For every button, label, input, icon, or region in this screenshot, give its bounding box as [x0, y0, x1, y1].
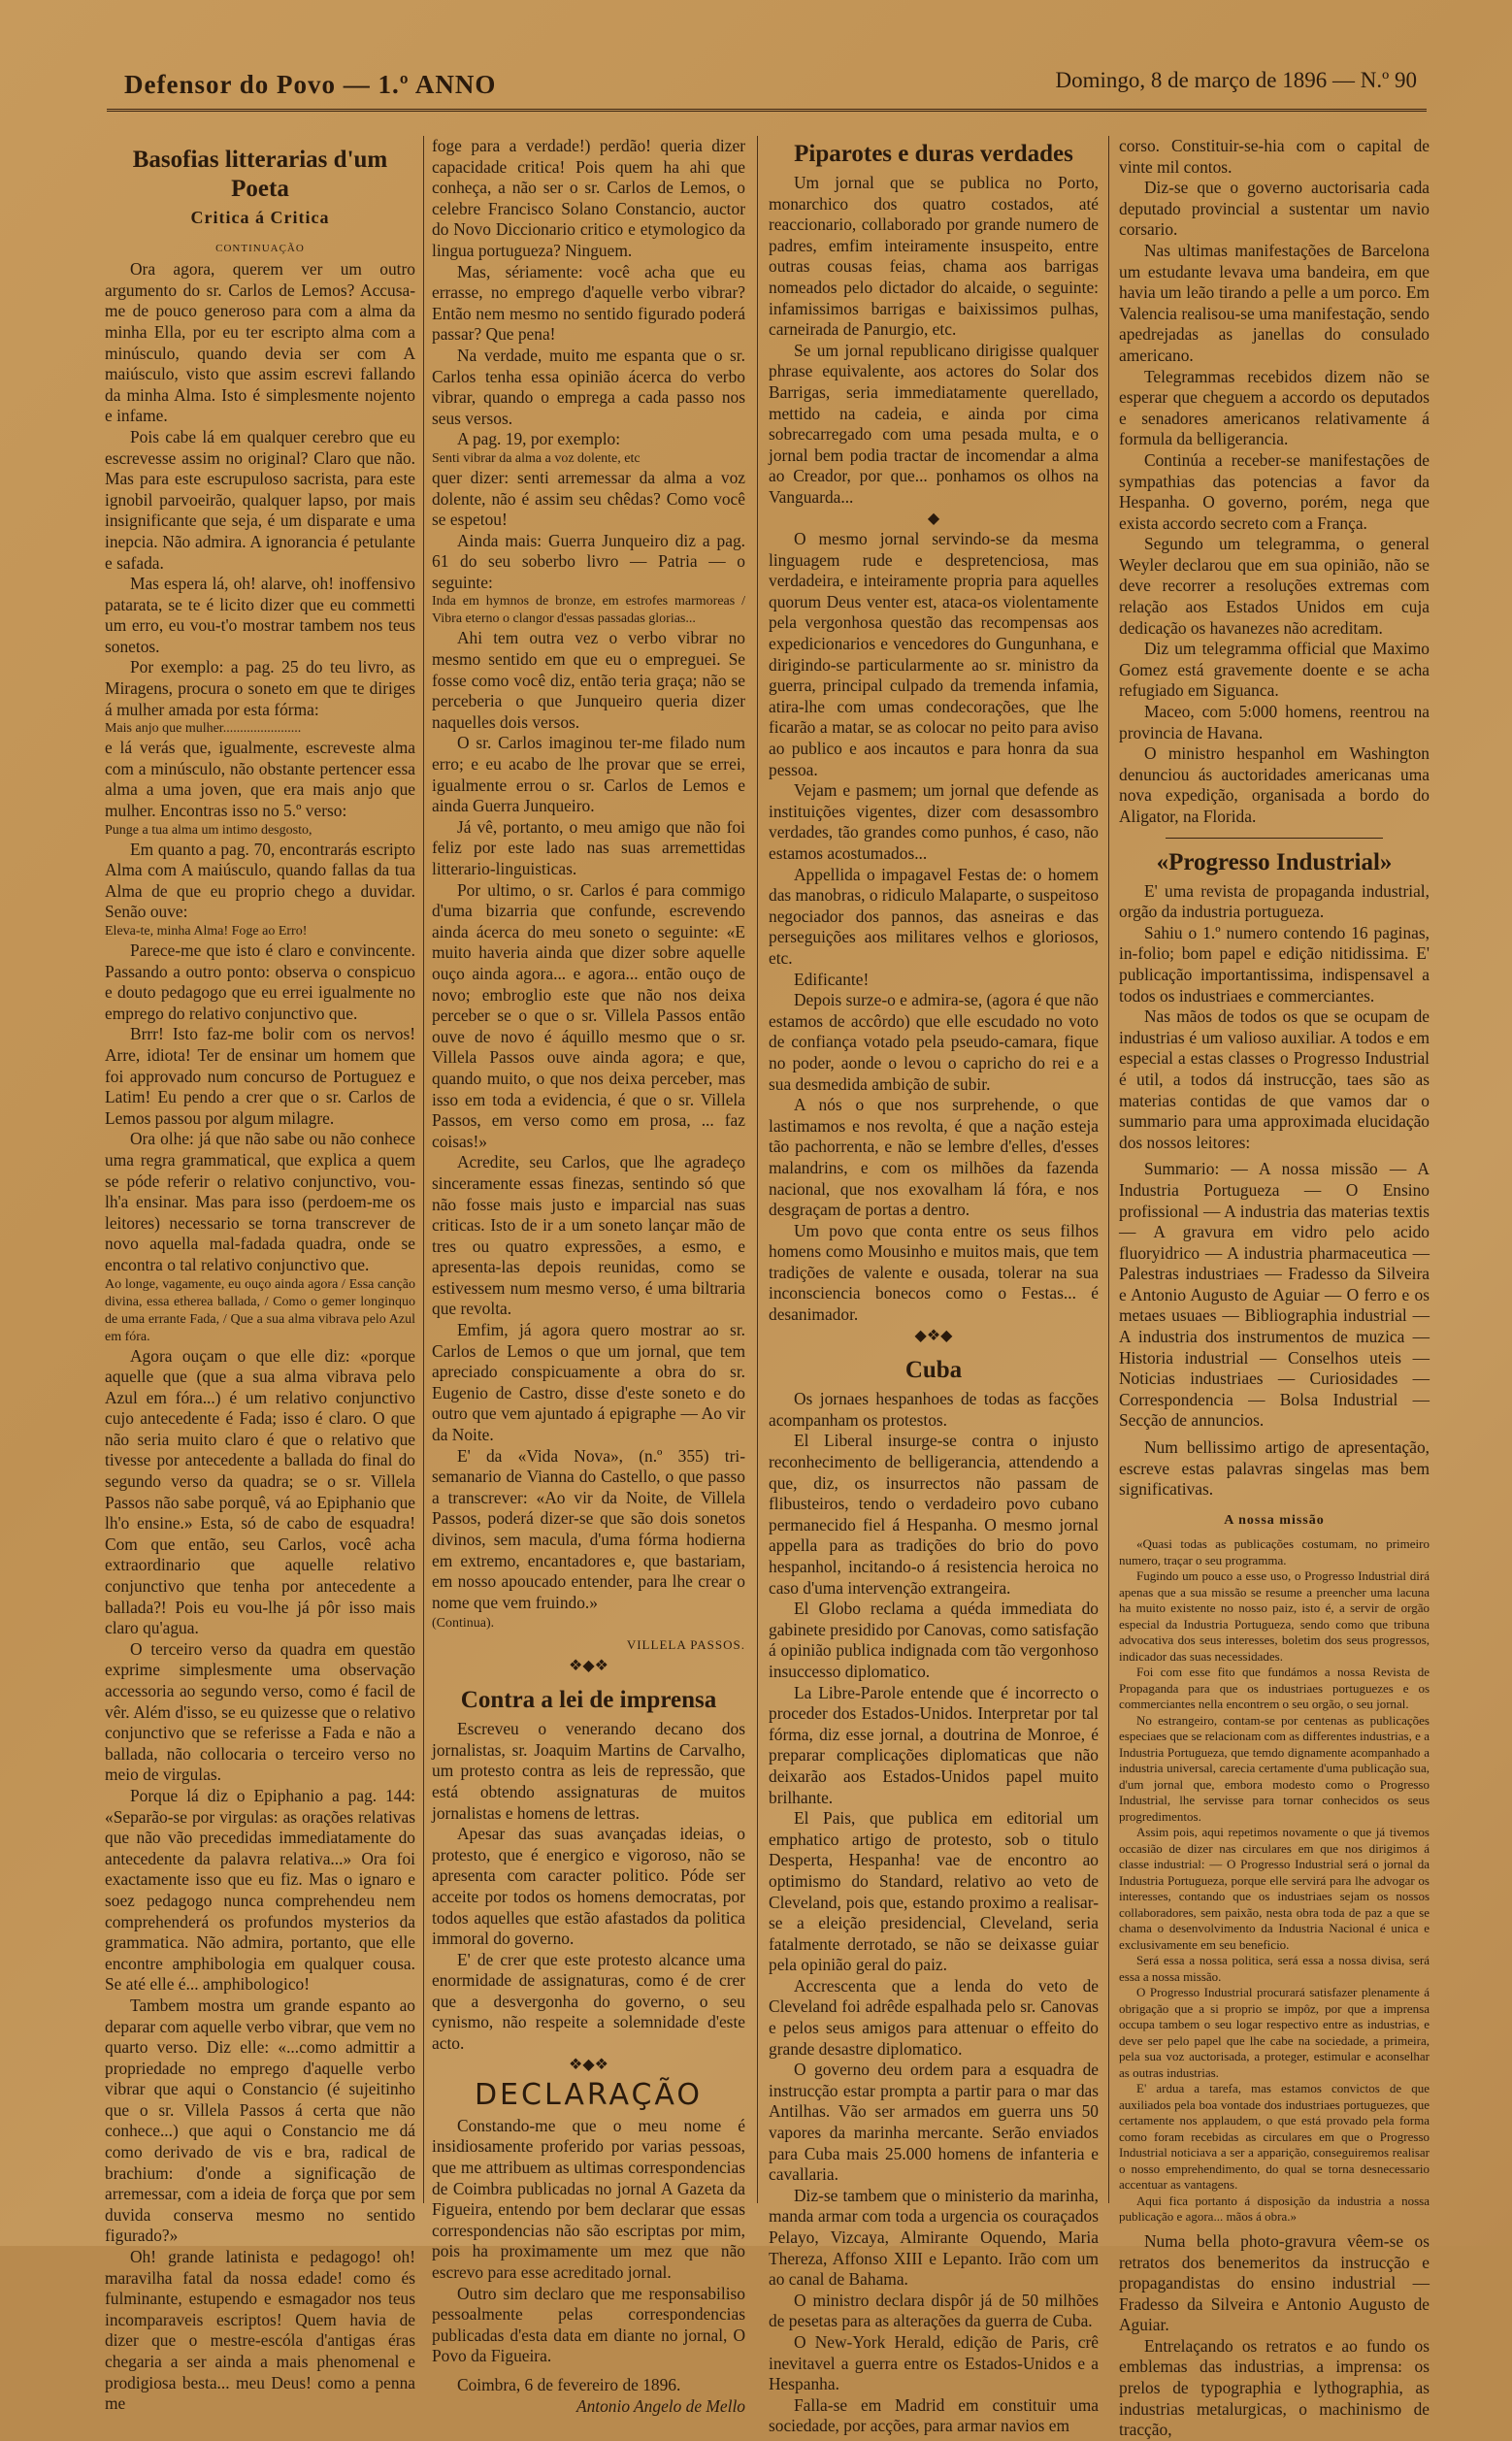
paragraph: Ahi tem outra vez o verbo vibrar no mesmo sentido em que eu o empreguei. Se fosse como você diz, então teria graça; não se perceberia o que Junqueiro queria dizer naquelles dois versos. — [432, 628, 745, 732]
paragraph: Na verdade, muito me espanta que o sr. Carlos tenha essa opinião ácerca do verbo vibrar, quando o emprega a cada passo nos seus versos. — [432, 345, 745, 428]
paragraph: Segundo um telegramma, o general Weyler declarou que em sua opinião, não se deve recorrer a resoluções extremas com relação aos Estados Unidos em cuja dedicação os havanezes não acreditam. — [1119, 534, 1430, 638]
paragraph: Diz-se tambem que o ministerio da marinha, manda armar com toda a urgencia os couraçados Pelayo, Vizcaya, Almirante Oquendo, Maria Thereza, Affonso XIII e Lepanto. Irão com um ao canal de Bahama. — [769, 2185, 1099, 2290]
verse-quote: Inda em hymnos de bronze, em estrofes marmoreas / Vibra eterno o clangor d'essas passadas glorias... — [432, 594, 745, 627]
paragraph: E' de crer que este protesto alcance uma enormidade de assignaturas, como é de crer que a desvergonha do governo, o seu cynismo, não respeite a solemnidade d'este acto. — [432, 1949, 745, 2054]
paragraph: Sahiu o 1.º numero contendo 16 paginas, in-folio; bom papel e edição nitidissima. E' publicação importantissima, indispensavel a todos os industriaes e commerciantes. — [1119, 922, 1430, 1006]
paragraph: El Pais, que publica em editorial um emphatico artigo de protesto, sob o titulo Desperta, Hespanha! vae de encontro ao optimismo do Standard, relativo ao veto de Cleveland, pois que, estando proximo a realisar-se a eleição presidencial, Cleveland, seria fatalmente derrotado, se não se deixasse guiar pela opinião geral do paiz. — [769, 1808, 1099, 1975]
paragraph: Mas, sériamente: você acha que eu errasse, no emprego d'aquelle verbo vibrar? Então nem mesmo no sentido figurado poderá passar? Que pena! — [432, 261, 745, 345]
paragraph: Continúa a receber-se manifestações de sympathias das potencias a favor da Hespanha. O governo, porém, nega que exista accordo secreto com a França. — [1119, 449, 1430, 533]
ornament-divider: ◆❖◆ — [914, 1327, 953, 1344]
paragraph: Ora agora, querem ver um outro argumento do sr. Carlos de Lemos? Accusa-me de pouco generoso para com a alma da minha Ella, por eu ter escripto alma com a minúsculo, quando devia ser com A maiúsculo, visto que assim escrevi fallando da minha Alma. Isto é simplesmente nojento e infame. — [105, 259, 415, 426]
paragraph: Se um jornal republicano dirigisse qualquer phrase equivalente, aos actores do Solar dos Barrigas, seria immediatamente querellado, mettido na cadeia, e ainda por cima sobrecarregado com uma pesada multa, e o jornal bem podia tractar de incomendar a alma ao Creador, por que... ponhamos os olhos na Vanguarda... — [769, 340, 1099, 507]
paragraph: Entrelaçando os retratos e ao fundo os emblemas das industrias, a imprensa: os prelos de typographia e lythographia, as industrias metalurgicas, o machinismo de tracção, — [1119, 2335, 1430, 2440]
paragraph: Outro sim declaro que me responsabiliso pessoalmente pelas correspondencias publicadas d'esta data em diante no jornal, O Povo da Figueira. — [432, 2283, 745, 2366]
paragraph: O mesmo jornal servindo-se da mesma linguagem rude e despretenciosa, mas verdadeira, e inteiramente propria para aquelles quorum Deus venter est, ataca-os violentamente pela vergonhosa questão das recompensas aos expedicionarios e vencedores do Gungunhana, e dirigindo-se particularmente ao sr. ministro da guerra, principal culpado da tremenda infamia, atira-lhe com umas condecorações, que lhe ficarão a matar, se as colocar no peito para aviso ao publico e aos incautos e para honra da sua pessoa. — [769, 529, 1099, 779]
column-rule — [1108, 136, 1109, 2203]
paragraph: A nós o que nos surprehende, o que lastimamos e nos revolta, é que a nação esteja tão pachorrenta, e não se lembre d'elles, d'esses malandrins, e com os milhões da fazenda nacional, que nos exovalham lá fóra, e nos desgraçam de portas a dentro. — [769, 1095, 1099, 1220]
article-heading: Cuba — [904, 1357, 963, 1384]
paragraph: Agora ouçam o que elle diz: «porque aquelle que (que a sua alma vibrava pelo Azul em fóra...) é um relativo conjunctivo cujo antecedente é Fada; isso é claro. O que não seria muito claro é que o relativo que tivesse por antecedente a ballada do final do segundo verso da quadra; se o sr. Villela Passos não sabe porquê, vá ao Epiphanio que lh'o ensine.» Esta, só de cabo de esquadra! Com que então, seu Carlos, você acha extraordinario que aquelle relativo conjunctivo que tenha por antecedente a ballada?! Pois eu vou-lhe já pôr isso mais claro qu'agua. — [105, 1345, 415, 1638]
paragraph: O governo deu ordem para a esquadra de instrucção estar prompta a partir para o mar das Antilhas. Vão ser armados em guerra uns 50 vapores da marinha mercante. Serão enviados para Cuba mais 25.000 homens de infanteria e cavallaria. — [769, 2060, 1099, 2185]
signer: Antonio Angelo de Mello — [575, 2395, 745, 2416]
paragraph: O sr. Carlos imaginou ter-me filado num erro; e eu acabo de lhe provar que se errei, igualmente errou o sr. Carlos de Lemos e ainda Guerra Junqueiro. — [432, 733, 745, 816]
ornament-divider: ❖◆❖ — [569, 2056, 608, 2073]
paragraph: O ministro hespanhol em Washington denunciou ás auctoridades americanas uma nova expedição, organisada a bordo do Aligator, na Florida. — [1119, 743, 1430, 826]
paragraph: Ainda mais: Guerra Junqueiro diz a pag. 61 do seu soberbo livro — Patria — o seguinte: — [432, 530, 745, 592]
paragraph: La Libre-Parole entende que é incorrecto o proceder dos Estados-Unidos. Interpretar por tal fórma, diz esse jornal, a doutrina de Monroe, é preparar complicações diplomaticas que não deixarão aos Estados-Unidos papel muito brilhante. — [769, 1682, 1099, 1807]
ornament-divider: ◆ — [927, 510, 940, 527]
continued-note: (Continua). — [432, 1616, 495, 1632]
paragraph: O New-York Herald, edição de Paris, crê inevitavel a guerra entre os Estados-Unidos e a Hespanha. — [769, 2331, 1099, 2394]
paragraph: El Liberal insurge-se contra o injusto reconhecimento de belligerancia, attendendo a que, diz, os insurrectos não passam de flibusteiros, tendo o verdadeiro povo cubano permanecido fiel á Hespanha. O mesmo jornal appella para as tradições do brio do povo hespanhol, incitando-o á resistencia heroica no caso d'uma intervenção extrangeira. — [769, 1431, 1099, 1598]
verse-quote: Mais anjo que mulher....................... — [105, 721, 302, 737]
paragraph: Apesar das suas avançadas ideias, o protesto, que é energico e vigoroso, não se apresenta com caracter politico. Póde ser acceite por todos os homens democratas, por todos aquelles que estão afastados da politica immoral do governo. — [432, 1824, 745, 1949]
paragraph: Assim pois, aqui repetimos novamente o que já tivemos occasião de dizer nas circulares em que nos dirigimos á classe industrial: — O Progresso Industrial será o jornal da Industria Portugueza, porque elle servirá para lhe advogar os interesses, contando que os industriaes sejam os nossos collaboradores, sem paixão, nesta obra toda de paz a que se chama o desenvolvimento da Industria Nacional é unica e exclusivamente em seu beneficio. — [1119, 1825, 1430, 1952]
summary-paragraph: Summario: — A nossa missão — A Industria Portugueza — O Ensino profissional — A industria das materias textis — A gravura em vidro pelo acido fluoryidrico — A industria pharmaceutica — Palestras industriaes — Fradesso da Silveira e Antonio Augusto de Aguiar — O ferro e os metaes usuaes — Bibliographia industrial — A industria dos instrumentos de muzica — Historia industrial — Conselhos uteis — Noticias industriaes — Curiosidades — Correspondencia — Bolsa Industrial — Secção de annuncios. — [1119, 1159, 1430, 1431]
article-heading: DECLARAÇÃO — [474, 2078, 704, 2113]
paragraph: Em quanto a pag. 70, encontrarás escripto Alma com A maiúsculo, quando fallas da tua Alma de que eu proprio chego a duvidar. Senão ouve: — [105, 839, 415, 922]
paragraph: Maceo, com 5:000 homens, reentrou na provincia de Havana. — [1119, 702, 1430, 742]
article-heading: Piparotes e duras verdades — [794, 141, 1073, 167]
masthead-title: Defensor do Povo — 1.º ANNO — [124, 70, 497, 99]
paragraph: Ora olhe: já que não sabe ou não conhece uma regra grammatical, que explica a quem se póde referir o relativo conjunctivo, vou-lh'a ensinar. Mas para isso (perdoem-me os leitores) necessario se torna transcrever de novo aquella mal-fadada quadra, onde se encontra o tal relativo conjunctivo que. — [105, 1129, 415, 1274]
verse-quote: Punge a tua alma um intimo desgosto, — [105, 822, 312, 838]
paragraph: Parece-me que isto é claro e convincente. Passando a outro ponto: observa o conspicuo e douto pedagogo que eu errei igualmente no emprego do relativo conjunctivo que. — [105, 940, 415, 1023]
masthead — [107, 60, 1427, 112]
section-subheading: A nossa missão — [1224, 1512, 1325, 1528]
paragraph: Diz-se que o governo auctorisaria cada deputado provincial a sustentar um navio corsario. — [1119, 178, 1430, 240]
verse-quote: Senti vibrar da alma a voz dolente, etc — [432, 450, 641, 466]
paragraph: Pois cabe lá em qualquer cerebro que eu escrevesse assim no original? Claro que não. Mas para este escrupuloso sacrista, para este ignobil parvoeirão, qualquer lapso, por mais insignificante que seja, é um disparate e uma inepcia. Não admira. A ignorancia é petulante e safada. — [105, 426, 415, 573]
column-1 — [105, 136, 415, 2414]
verse-quote: Ao longe, vagamente, eu ouço ainda agora / Essa canção divina, essa etherea ballada, / Como o gemer longinquo de uma errante Fada, / Que a sua alma vibrava pelo Azul em fóra. — [105, 1276, 415, 1344]
paragraph: A pag. 19, por exemplo: — [457, 429, 621, 449]
paragraph: Tambem mostra um grande espanto ao deparar com aquelle verbo vibrar, que vem no quarto verso. Diz elle: «...como admittir a propriedade no emprego d'aquelle verbo vibrar que aqui o Constancio (é sujeitinho que o sr. Villela Passos á certa que não conhece...) que aqui o Constancio me dá como derivado de vis e bra, radical de brachium: d'onde a significação de arremessar, com a ideia de força que por sem duvida conserva mesmo no sentido figurado?» — [105, 1995, 415, 2246]
column-rule — [423, 136, 424, 2203]
article-heading: Basofias litterarias d'um Poeta — [132, 147, 388, 202]
paragraph: Um jornal que se publica no Porto, monarchico dos quatro costados, até reaccionario, collaborado por grande numero de padres, emfim inteiramente insuspeito, entre outras cousas feias, chama aos barrigas nomeados pelo dictador do alcaide, o seguinte: infamissimos barrigas e baixissimos pulhas, carneirada de Panurgio, etc. — [769, 173, 1099, 340]
paragraph: corso. Constituir-se-hia com o capital de vinte mil contos. — [1119, 136, 1430, 177]
section-rule — [1166, 838, 1383, 839]
article-heading: «Progresso Industrial» — [1156, 848, 1393, 875]
paragraph: Aqui fica portanto á disposição da industria a nossa publicação e agora... mãos á obra.» — [1119, 2193, 1430, 2225]
paragraph: Mas espera lá, oh! alarve, oh! inoffensivo patarata, se te é licito dizer que eu commetti um erro, eu vou-t'o mostrar tambem nos teus sonetos. — [105, 574, 415, 656]
paragraph: Por exemplo: a pag. 25 do teu livro, as Miragens, procura o soneto em que te diriges á mulher amada por esta fórma: — [105, 657, 415, 719]
article-heading: Contra a lei de imprensa — [460, 1687, 717, 1714]
paragraph: Foi com esse fito que fundámos a nossa Revista de Propaganda para que os industriaes portuguezes e os commerciantes nella encontrem o seu orgão, o seu jornal. — [1119, 1665, 1430, 1712]
column-rule — [757, 136, 758, 2203]
paragraph: Num bellissimo artigo de apresentação, escreve estas palavras singelas mas bem significativas. — [1119, 1437, 1430, 1500]
paragraph: E' uma revista de propaganda industrial, orgão da industria portugueza. — [1119, 880, 1430, 922]
continuation-label: CONTINUAÇÃO — [215, 242, 305, 254]
paragraph: Brrr! Isto faz-me bolir com os nervos! Arre, idiota! Ter de ensinar um homem que foi approvado num concurso de Portuguez e Latim! Eu pendo a crer que o sr. Carlos de Lemos passou por algum milagre. — [105, 1024, 415, 1128]
column-3 — [769, 136, 1100, 2436]
paragraph: El Globo reclama a quéda immediata do gabinete presidido por Canovas, como satisfação á opinião publica indignada com tão vergonhoso insuccesso diplomatico. — [769, 1599, 1099, 1681]
column-4 — [1119, 136, 1430, 2440]
paragraph: Os jornaes hespanhoes de todas as facções acompanham os protestos. — [769, 1389, 1099, 1430]
ornament-divider: ❖◆❖ — [569, 1657, 608, 1674]
paragraph: Emfim, já agora quero mostrar ao sr. Carlos de Lemos o que um jornal, que tem apreciado conspicuamente a obra do sr. Eugenio de Castro, disse d'este soneto e do outro que vem ajuntado á epigraphe — Ao vir da Noite. — [432, 1320, 745, 1445]
paragraph: Telegrammas recebidos dizem não se esperar que cheguem a accordo os deputados e senadores americanos relativamente á formula da belligerancia. — [1119, 366, 1430, 449]
paragraph: Um povo que conta entre os seus filhos homens como Mousinho e muitos mais, que tem tradições de valente e ousada, tolerar na sua inconsciencia bonecos como o Festas... é desanimador. — [769, 1220, 1099, 1325]
paragraph: Appellida o impagavel Festas de: o homem das manobras, o ridiculo Malaparte, o suspeitoso negociador dos pannos, das asneiras e das perseguições aos militares velhos e gloriosos, etc. — [769, 864, 1100, 968]
paragraph: Vejam e pasmem; um jornal que defende as instituições vigentes, dizer com desassombro verdades, tão grandes como punhos, é caso, não estamos acostumados... — [769, 780, 1099, 863]
article-signature: VILLELA PASSOS. — [626, 1636, 745, 1652]
paragraph: Depois surze-o e admira-se, (agora é que não estamos de accôrdo) que elle escudado no voto de confiança votado pela pseudo-camara, fique no poder, aonde o levou o capricho do rei e a sua desmedida ambição de subir. — [769, 990, 1099, 1094]
column-2 — [432, 136, 745, 2416]
verse-quote: Eleva-te, minha Alma! Foge ao Erro! — [105, 924, 308, 939]
paragraph: O terceiro verso da quadra em questão exprime simplesmente uma observação accessoria ao segundo verso, como é facil de vêr. Além d'isso, se eu quizesse que o relativo conjunctivo que se referisse a Fada e não a ballada, não collocaria o terceiro verso no meio de virgulas. — [105, 1638, 415, 1785]
paragraph: Já vê, portanto, o meu amigo que não foi feliz por este lado nas suas arremettidas litterario-linguisticas. — [432, 816, 745, 878]
paragraph: Nas ultimas manifestações de Barcelona um estudante levava uma bandeira, em que havia um leão tirando a pelle a um porco. Em Valencia realisou-se uma manifestação, sendo apedrejadas as janellas do consulado americano. — [1119, 240, 1430, 365]
paragraph: Falla-se em Madrid em constituir uma sociedade, por acções, para armar navios em — [769, 2394, 1099, 2436]
paragraph: No estrangeiro, contam-se por centenas as publicações especiaes que se relacionam com as differentes industrias, e a Industria Portugueza, que temdo dignamente acompanhado a industria universal, carecia certamente d'uma publicação sua, d'um jornal que, embora modesto como o Progresso Industrial, lhe servisse para tornar conhecidos os seus progredimentos. — [1119, 1712, 1430, 1824]
paragraph: Edificante! — [794, 969, 870, 989]
paragraph: «Quasi todas as publicações costumam, no primeiro numero, traçar o seu programma. — [1119, 1536, 1430, 1567]
paragraph: E' da «Vida Nova», (n.º 355) tri-semanario de Vianna do Castello, o que passo a transcrever: «Ao vir da Noite, de Villela Passos, poderá dizer-se que são dois sonetos divinos, sem macula, d'uma fórma hodierna em extremo, encantadores e, que bastariam, em nosso apoucado entender, para lhe crear o nome que vem fruindo.» — [432, 1445, 745, 1612]
place-date: Coimbra, 6 de fevereiro de 1896. — [457, 2374, 681, 2394]
quoted-article — [1119, 1536, 1430, 2226]
paragraph: O Progresso Industrial procurará satisfazer plenamente á obrigação que a si proprio se impôz, por que a imprensa occupa tambem o seu logar respectivo entre as industrias, e deve ser pelo papel que lhe cabe na sociedade, a primeira, pela sua voz auctorisada, a proteger, estimular e aconselhar as outras industrias. — [1119, 1985, 1430, 2080]
paragraph: Diz um telegramma official que Maximo Gomez está gravemente doente e se acha refugiado em Siguanca. — [1119, 639, 1430, 701]
paragraph: E' ardua a tarefa, mas estamos convictos de que auxiliados pela boa vontade dos industriaes portuguezes, que certamente nos applaudem, o que está provado pela forma como foram recebidas as circulares em que o Progresso Industrial noticiava a ser a apparição, conseguiremos realisar o nosso emprehendimento, do qual se torna desnecessario accentuar as vantagens. — [1119, 2081, 1430, 2193]
paragraph: O ministro declara dispôr já de 50 milhões de pesetas para as alterações da guerra de Cuba. — [769, 2290, 1099, 2331]
paragraph: Escreveu o venerando decano dos jornalistas, sr. Joaquim Martins de Carvalho, um protesto contra as leis de repressão, que está obtendo assignaturas de muitos jornalistas e homens de lettras. — [432, 1719, 745, 1823]
paragraph: Fugindo um pouco a esse uso, o Progresso Industrial dirá apenas que a sua missão se resume a preencher uma lacuna ha muito existente no nosso paiz, isto é, a servir de orgão especial da Industria Portugueza, sendo como que tribuna advocativa dos seus interesses, boletim dos seus progressos, indicador das suas necessidades. — [1119, 1568, 1430, 1664]
paragraph: e lá verás que, igualmente, escreveste alma com a minúsculo, não obstante pertencer essa alma a uma joven, que era mais anjo que mulher. Encontras isso no 5.º verso: — [105, 738, 415, 821]
paragraph: Por ultimo, o sr. Carlos é para commigo d'uma bizarria que confunde, escrevendo ainda ácerca do meu soneto o seguinte: «E muito haveria ainda que dizer sobre aquelle ouço ainda agora... e agora... então ouço de novo; embroglio este que não nos deixa perceber se o que o sr. Villela Passos então ouve de novo é áquillo mesmo que o sr. Villela Passos ouve ainda agora; e que, quando muito, o que nos deixa perceber, mas isso em toda a evidencia, é que o sr. Villela Passos, em verso como em prosa, ... faz coisas!» — [432, 879, 745, 1151]
paragraph: foge para a verdade!) perdão! queria dizer capacidade critica! Pois quem ha ahi que conheça, a não ser o sr. Carlos de Lemos, o celebre Francisco Solano Constancio, auctor do Novo Diccionario critico e etymologico da lingua portugueza? Ninguem. — [432, 136, 745, 260]
paragraph: Accrescenta que a lenda do veto de Cleveland foi adrêde espalhada pelo sr. Canovas e pelos seus amigos para attenuar o effeito do grande desastre diplomatico. — [769, 1975, 1099, 2059]
paragraph: Numa bella photo-gravura vêem-se os retratos dos benemeritos da instrucção e propagandistas do ensino industrial — Fradesso da Silveira e Antonio Augusto de Aguiar. — [1119, 2230, 1430, 2335]
article-subheading: Critica á Critica — [190, 208, 330, 227]
paragraph: Será essa a nossa politica, será essa a nossa divisa, será essa a nossa missão. — [1119, 1953, 1430, 1984]
paragraph: Porque lá diz o Epiphanio a pag. 144: «Separão-se por virgulas: as orações relativas que não vão precedidas immediatamente do antecedente da palavra relativa...» Ora foi exactamente isso que eu fiz. Mas o ignaro e soez pedagogo nunca comprehendeu nem comprehenderá os profundos mysterios da grammatica. Não admira, portanto, que elle encontre amphibologia em qualquer cousa. Se até elle é... amphibologico! — [105, 1785, 415, 1995]
paragraph: Oh! grande latinista e pedagogo! oh! maravilha fatal da nossa edade! como és fulminante, estupendo e esmagador nos teus incomparaveis escriptos! Quem havia de dizer que o mestre-escóla d'antigas éras chegaria a ser ainda a mais phenomenal e prodigiosa besta... meu Deus! como a penna me — [105, 2247, 415, 2414]
paragraph: Nas mãos de todos os que se ocupam de industrias é um valioso auxiliar. A todos e em especial a estas classes o Progresso Industrial é util, a todos dá instrucção, taes são as materias contidas de que vamos dar o summario para uma approximada elucidação dos nossos leitores: — [1119, 1006, 1430, 1152]
paragraph: Constando-me que o meu nome é insidiosamente proferido por varias pessoas, que me attribuem as ultimas correspondencias de Coimbra publicadas no jornal A Gazeta da Figueira, entendo por bem declarar que essas correspondencias não são escriptas por mim, pois ha proximamente um mez que não escrevo para esse acreditado jornal. — [432, 2115, 745, 2282]
paragraph: quer dizer: senti arremessar da alma a voz dolente, não é assim seu chêdas? Como você se espetou! — [432, 467, 745, 530]
paragraph: Acredite, seu Carlos, que lhe agradeço sinceramente essas finezas, sentindo só que não fosse mais justo e imparcial nas suas criticas. Isto de ir a um soneto lançar mão de tres ou quatro expressões, a esmo, e apresenta-las depois reunidas, como se estivessem num mesmo verso, é uma biltraria que revolta. — [432, 1152, 745, 1319]
masthead-date-issue: Domingo, 8 de março de 1896 — N.º 90 — [1055, 68, 1417, 92]
